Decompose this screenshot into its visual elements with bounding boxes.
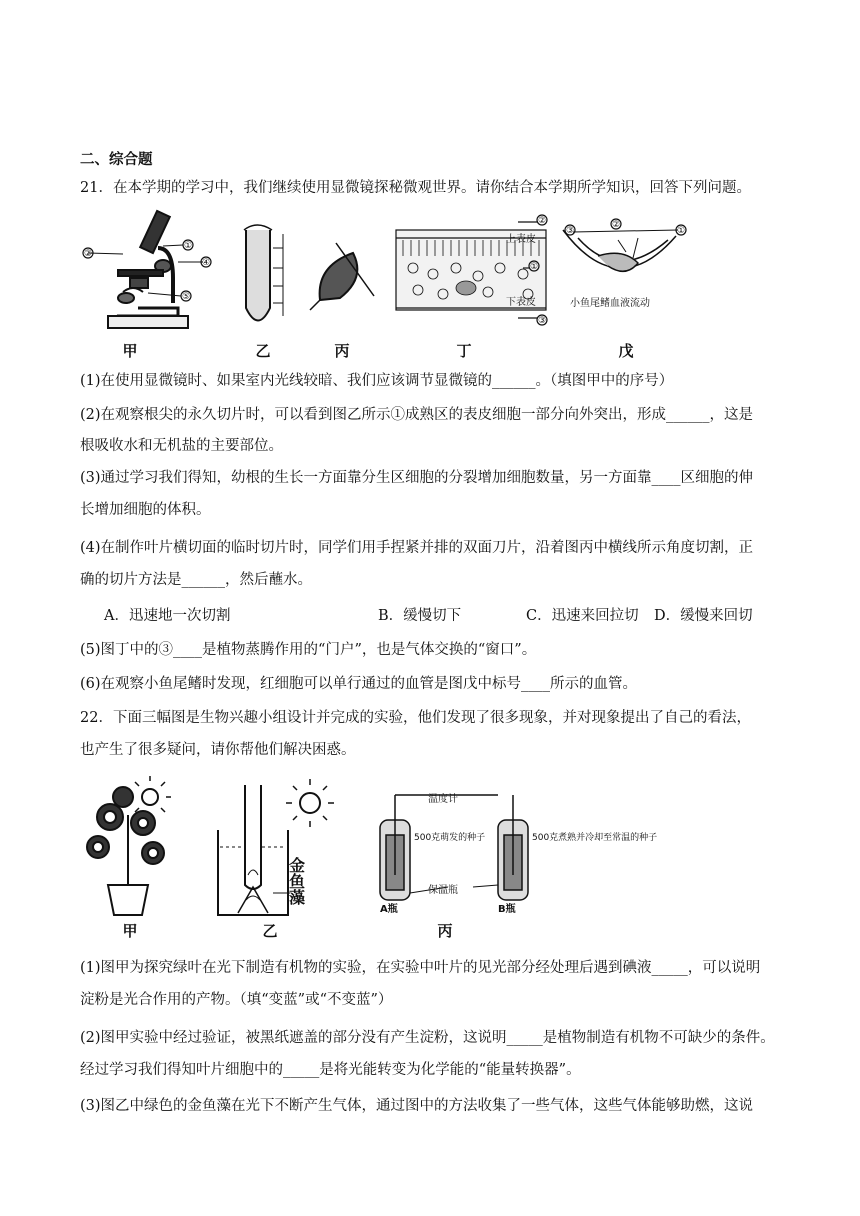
insulation-label: 保温瓶: [428, 885, 458, 896]
q21-p6: (6)在观察小鱼尾鳍时发现，红细胞可以单行通过的血管是图戊中标号____所示的血管。: [80, 676, 638, 692]
q22-p3a: (3)图乙中绿色的金鱼藻在光下不断产生气体，通过图中的方法收集了一些气体，这些气体能够助燃，这说: [80, 1098, 754, 1114]
ding-label-n2: ②: [537, 216, 547, 226]
bottle-a-content-label: 500克萌发的种子: [414, 833, 486, 843]
q22-p2b: 经过学习我们得知叶片细胞中的_____是将光能转变为化学能的“能量转换器”。: [80, 1062, 581, 1078]
algae-label: 金鱼藻: [286, 857, 306, 905]
upper-epidermis-label: 上表皮: [506, 234, 536, 245]
leaf-cut-figure: [310, 243, 374, 310]
fig-ding-caption: 丁: [456, 342, 472, 360]
label-n4: ④: [201, 258, 211, 268]
wu-label-n3: ③: [565, 226, 575, 236]
q22-p1b: 淀粉是光合作用的产物。（填“变蓝”或“不变蓝”）: [80, 992, 393, 1008]
bottle-b-content-label: 500克煮熟并冷却至常温的种子: [532, 833, 658, 843]
q21-p2b: 根吸收水和无机盐的主要部位。: [80, 438, 283, 454]
fig-bing-caption: 丙: [334, 342, 350, 360]
q22-p1a: (1)图甲为探究绿叶在光下制造有机物的实验，在实验中叶片的见光部分经处理后遇到碘液_____，可以说明: [80, 960, 761, 976]
fig-wu-caption: 戊: [618, 342, 634, 360]
section-title: 二、综合题: [80, 151, 153, 168]
root-tip-figure: [244, 225, 283, 321]
q22-fig-jia-caption: 甲: [122, 922, 138, 940]
q22-stem-a: 22．下面三幅图是生物兴趣小组设计并完成的实验，他们发现了很多现象，并对现象提出了自己的看法，: [80, 710, 751, 726]
ding-label-n3: ③: [537, 316, 547, 326]
q21-p2a: (2)在观察根尖的永久切片时，可以看到图乙所示①成熟区的表皮细胞一部分向外突出，形成______，这是: [80, 407, 754, 423]
q21-p4a: (4)在制作叶片横切面的临时切片时，同学们用手捏紧并排的双面刀片，沿着图丙中横线所示角度切割，正: [80, 540, 754, 556]
fish-tail-label: 小鱼尾鳍血液流动: [570, 298, 650, 309]
q22-figures: [78, 775, 658, 925]
q21-p5: (5)图丁中的③____是植物蒸腾作用的“门户”，也是气体交换的“窗口”。: [80, 642, 537, 658]
thermometer-label: 温度计: [428, 794, 458, 805]
ding-label-n1: ①: [529, 262, 539, 272]
bottle-b-label: B瓶: [498, 904, 516, 915]
microscope-figure: [83, 211, 211, 328]
label-n5: ⑤: [181, 292, 191, 302]
option-b: B．缓慢切下: [378, 608, 462, 624]
q22-stem-b: 也产生了很多疑问，请你帮他们解决困惑。: [80, 742, 356, 758]
fig-jia-caption: 甲: [122, 342, 138, 360]
beaker-algae-figure: [218, 779, 334, 915]
q22-p2a: (2)图甲实验中经过验证，被黑纸遮盖的部分没有产生淀粉，这说明_____是植物制造有机物不可缺少的条件。: [80, 1030, 775, 1046]
potted-plant-figure: [87, 776, 171, 915]
bottle-a-label: A瓶: [380, 904, 398, 915]
lower-epidermis-label: 下表皮: [506, 297, 536, 308]
q21-p3b: 长增加细胞的体积。: [80, 502, 211, 518]
q21-stem: 21．在本学期的学习中，我们继续使用显微镜探秘微观世界。请你结合本学期所学知识，回答下列问题。: [80, 180, 751, 196]
q21-p1: (1)在使用显微镜时、如果室内光线较暗、我们应该调节显微镜的______。（填图甲中的序号）: [80, 373, 674, 389]
q22-fig-bing-caption: 丙: [437, 922, 453, 940]
option-c: C．迅速来回拉切: [526, 608, 639, 624]
label-n2: ②: [83, 249, 93, 259]
wu-label-n1: ①: [676, 226, 686, 236]
q21-p4b: 确的切片方法是______，然后蘸水。: [80, 572, 312, 588]
q21-p3a: (3)通过学习我们得知，幼根的生长一方面靠分生区细胞的分裂增加细胞数量，另一方面靠____区细胞的伸: [80, 470, 754, 486]
fish-tail-figure: [563, 219, 686, 271]
fig-yi-caption: 乙: [255, 342, 271, 360]
leaf-section-figure: [396, 215, 547, 325]
option-a: A．迅速地一次切割: [104, 608, 231, 624]
label-n1: ①: [183, 241, 193, 251]
option-d: D．缓慢来回切: [654, 608, 753, 624]
q22-fig-yi-caption: 乙: [262, 922, 278, 940]
wu-label-n2: ②: [611, 220, 621, 230]
